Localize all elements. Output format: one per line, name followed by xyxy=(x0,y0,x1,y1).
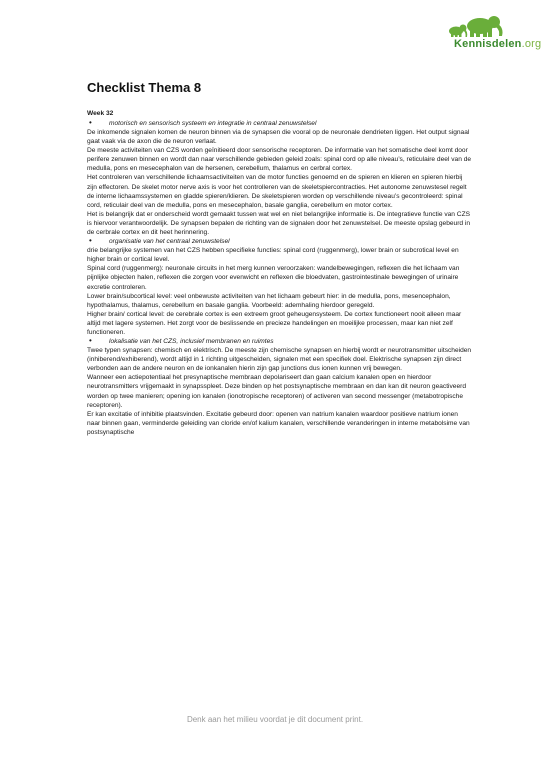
week-heading: Week 32 xyxy=(87,110,114,117)
paragraph: Er kan excitatie of inhibitie plaatsvinden. Excitatie gebeurd door: openen van natrium kanalen waardoor positieve natrium ionen naar binnen gaan, verminderde geleiding van cloride en/of kalium kanalen, verschillende veranderingen in interne metabolsime van postsynaptische xyxy=(87,410,470,436)
paragraph: Spinal cord (ruggenmerg): neuronale circuits in het merg kunnen veroorzaken: wandelbewegingen, reflexen die het lichaam van pijnlijke objecten halen, reflexen die zorgen voor evenwicht en reflexen die bloedvaten, gastrointestinale bewegingen of urinaire excretie controleren. xyxy=(87,265,460,291)
paragraph: Het is belangrijk dat er onderscheid wordt gemaakt tussen wat wel en niet belangrijke informatie is. De integratieve functie van CZS is hiervoor verantwoordelijk. De synapsen bepalen de richting van de signalen door het zenuwstelsel. De meeste opslag gebeurd in de cerbrale cortex en dit heet herinnering. xyxy=(87,210,471,237)
kennisdelen-logo xyxy=(418,14,542,58)
bullet-text: organisatie van het centraal zenuwstelsel xyxy=(109,238,230,246)
bullet-item xyxy=(87,237,472,246)
paragraph: Wanneer een actiepotentiaal het presynaptische membraan depolariseert dan gaan calcium kanalen open en hierdoor neurotransmitters vrijgemaakt in synapsspleet. Deze binden op het postsynaptische membraan en dan kan dit neuron geactiveerd worden op twee manieren; opening ion kanalen (ionotropische receptoren) of activeren van second messenger (metabotropische receptoren). xyxy=(87,374,466,409)
paragraph: Lower brain/subcortical level: veel onbewuste activiteiten van het lichaam gebeurt hier: in de medulla, pons, mesencephalon, hypothalamus, thalamus, cerebellum en basale ganglia. Voorbeeld: ademhaling hierdoor geregeld. xyxy=(87,292,451,309)
elephant-logo-icon xyxy=(442,14,512,40)
paragraph: Het controleren van verschillende lichaamsactiviteiten van de motor functies genoemd en de spieren en klieren en spieren hierbij zijn effectoren. De skelet motor nerve axis is voor het controlleren van de skeletspiercontracties. Het autonome zenuwstesel regelt de interne lichaamssystemen en gladde spieren/klieren. De skeletspieren worden op verschillende niveau’s gecontroleerd: spinal cord, reticulair deel van de medulla, pons en mesecephalon, basale ganglia, cerebellum en motor cortex. xyxy=(87,174,467,209)
paragraph: De inkomende signalen komen de neuron binnen via de synapsen die vooral op de neuronale dendrieten liggen. Het output signaal gaat vaak via de axon die de neuron verlaat. xyxy=(87,129,470,146)
paragraph: De meeste activiteiten van CZS worden geïnitieerd door sensorische receptoren. De informatie van het somatische deel komt door perifere zenuwen binnen en wordt dan naar verschillende gebieden geleid zoals: spinal cord op alle niveau’s, reticulaire deel van de medulla, pons en mesecephalon van de hersenen, cerebellum, thalamus en cerbral cortex. xyxy=(87,147,472,173)
page-footer: Denk aan het milieu voordat je dit document print. xyxy=(186,715,364,724)
bullet-icon: • xyxy=(89,336,92,346)
bullet-item xyxy=(87,337,472,346)
paragraph: drie belangrijke systemen van het CZS hebben specifieke functies: spinal cord (ruggenmerg), lower brain or subcrotical level en higher brain or cortical level. xyxy=(87,247,459,264)
bullet-text: lokalisatie van het CZS, inclusief membranen en ruimtes xyxy=(109,338,274,346)
bullet-text: motorisch en sensorisch systeem en integratie in centraal zenuwstelsel xyxy=(109,120,317,127)
bullet-item xyxy=(87,119,472,128)
logo-wordmark: Kennisdelen.org xyxy=(454,38,542,50)
document-title: Checklist Thema 8 xyxy=(87,80,202,95)
bullet-icon: • xyxy=(89,236,92,246)
paragraph: Higher brain/ cortical level: de cerebrale cortex is een extreem groot geheugensysteem. De cortex functioneert nooit alleen maar altijd met lagere systemen. Het zorgt voor de beslissende en precieze handelingen en moeilijke processen, maar kan niet zelf functioneren. xyxy=(87,310,462,336)
bullet-icon: • xyxy=(89,118,92,127)
paragraph: Twee typen synapsen: chemisch en elektrisch. De meeste zijn chemische synapsen en hierbij wordt er neurotransmitter uitscheiden (inhiberend/exhiberend), wordt altijd in 1 richting uitgescheiden, signalen met een specifiek doel. Elektrische synapsen zijn direct verbonden aan de andere neuron en de ionkanalen hierin zijn gap junctions dus ionen kunnen vrij bewegen. xyxy=(87,347,472,373)
document-body xyxy=(87,80,472,437)
